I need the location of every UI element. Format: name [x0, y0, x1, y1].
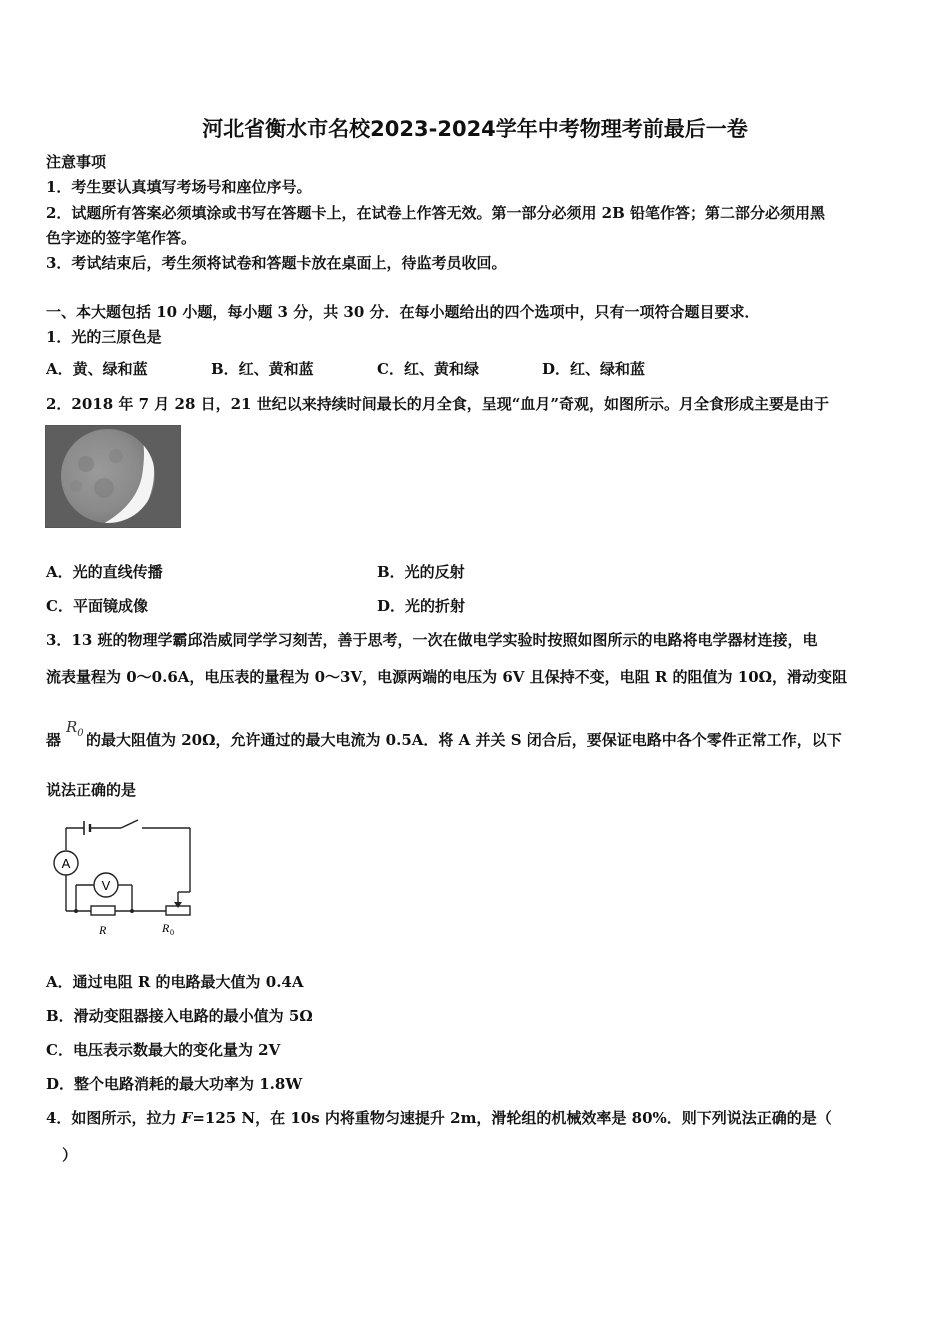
q1-option-c: C．红、黄和绿	[377, 360, 479, 378]
q3-option-c: C．电压表示数最大的变化量为 2V	[46, 1041, 281, 1059]
q2-option-a: A．光的直线传播	[46, 563, 163, 581]
q3-line-2: 流表量程为 0～0.6A，电压表的量程为 0～3V，电源两端的电压为 6V 且保持不变，电阻 R 的阻值为 10Ω，滑动变阻	[46, 668, 848, 686]
q3-line-4: 说法正确的是	[46, 781, 137, 799]
q3-line-3-pre: 器	[46, 731, 62, 749]
q3-option-b: B．滑动变阻器接入电路的最小值为 5Ω	[46, 1007, 313, 1025]
q2-option-d: D．光的折射	[377, 597, 466, 615]
notice-item-2-cont: 色字迹的签字笔作答。	[46, 229, 197, 247]
voltmeter-label: V	[101, 878, 111, 893]
q3-option-d: D．整个电路消耗的最大功率为 1.8W	[46, 1075, 303, 1093]
notice-item-1: 1．考生要认真填写考场号和座位序号。	[46, 178, 312, 196]
q2-option-b: B．光的反射	[377, 563, 465, 581]
q1-option-d: D．红、绿和蓝	[542, 360, 646, 378]
r0-symbol: $R_0$	[66, 718, 84, 739]
blood-moon-photo	[45, 425, 181, 528]
q3-option-a: A．通过电阻 R 的电路最大值为 0.4A	[46, 973, 304, 991]
notice-heading: 注意事项	[46, 153, 107, 171]
q1-option-b: B．红、黄和蓝	[211, 360, 314, 378]
q3-line-1: 3．13 班的物理学霸邱浩威同学学习刻苦，善于思考，一次在做电学实验时按照如图所示的电路将电学器材连接，电	[46, 631, 818, 649]
section-heading: 一、本大题包括 10 小题，每小题 3 分，共 30 分．在每小题给出的四个选项中，只有一项符合题目要求．	[46, 303, 760, 321]
q2-stem: 2．2018 年 7 月 28 日，21 世纪以来持续时间最长的月全食，呈现“血月”奇观，如图所示。月全食形成主要是由于	[46, 395, 829, 413]
q2-option-c: C．平面镜成像	[46, 597, 148, 615]
q1-stem: 1．光的三原色是	[46, 328, 162, 346]
ammeter-label: A	[61, 856, 71, 871]
q1-option-a: A．黄、绿和蓝	[46, 360, 148, 378]
q4-line-1: 4．如图所示，拉力 F=125 N，在 10s 内将重物匀速提升 2m，滑轮组的机械效率是 80%．则下列说法正确的是（	[46, 1109, 832, 1127]
notice-item-2: 2．试题所有答案必须填涂或书写在答题卡上，在试卷上作答无效。第一部分必须用 2B 铅笔作答；第二部分必须用黑	[46, 204, 826, 222]
q3-line-3-post: 的最大阻值为 20Ω，允许通过的最大电流为 0.5A．将 A 并关 S 闭合后，要保证电路中各个零件正常工作，以下	[86, 731, 842, 749]
resistor-label: R	[99, 923, 107, 937]
rheostat-label: R	[162, 921, 170, 935]
rheostat-sub: 0	[170, 928, 174, 937]
force-symbol: F	[181, 1109, 193, 1127]
q4-line-2: ）	[62, 1146, 78, 1164]
page-title: 河北省衡水市名校2023-2024学年中考物理考前最后一卷	[202, 117, 748, 141]
notice-item-3: 3．考试结束后，考生须将试卷和答题卡放在桌面上，待监考员收回。	[46, 254, 507, 272]
circuit-diagram	[46, 812, 206, 946]
